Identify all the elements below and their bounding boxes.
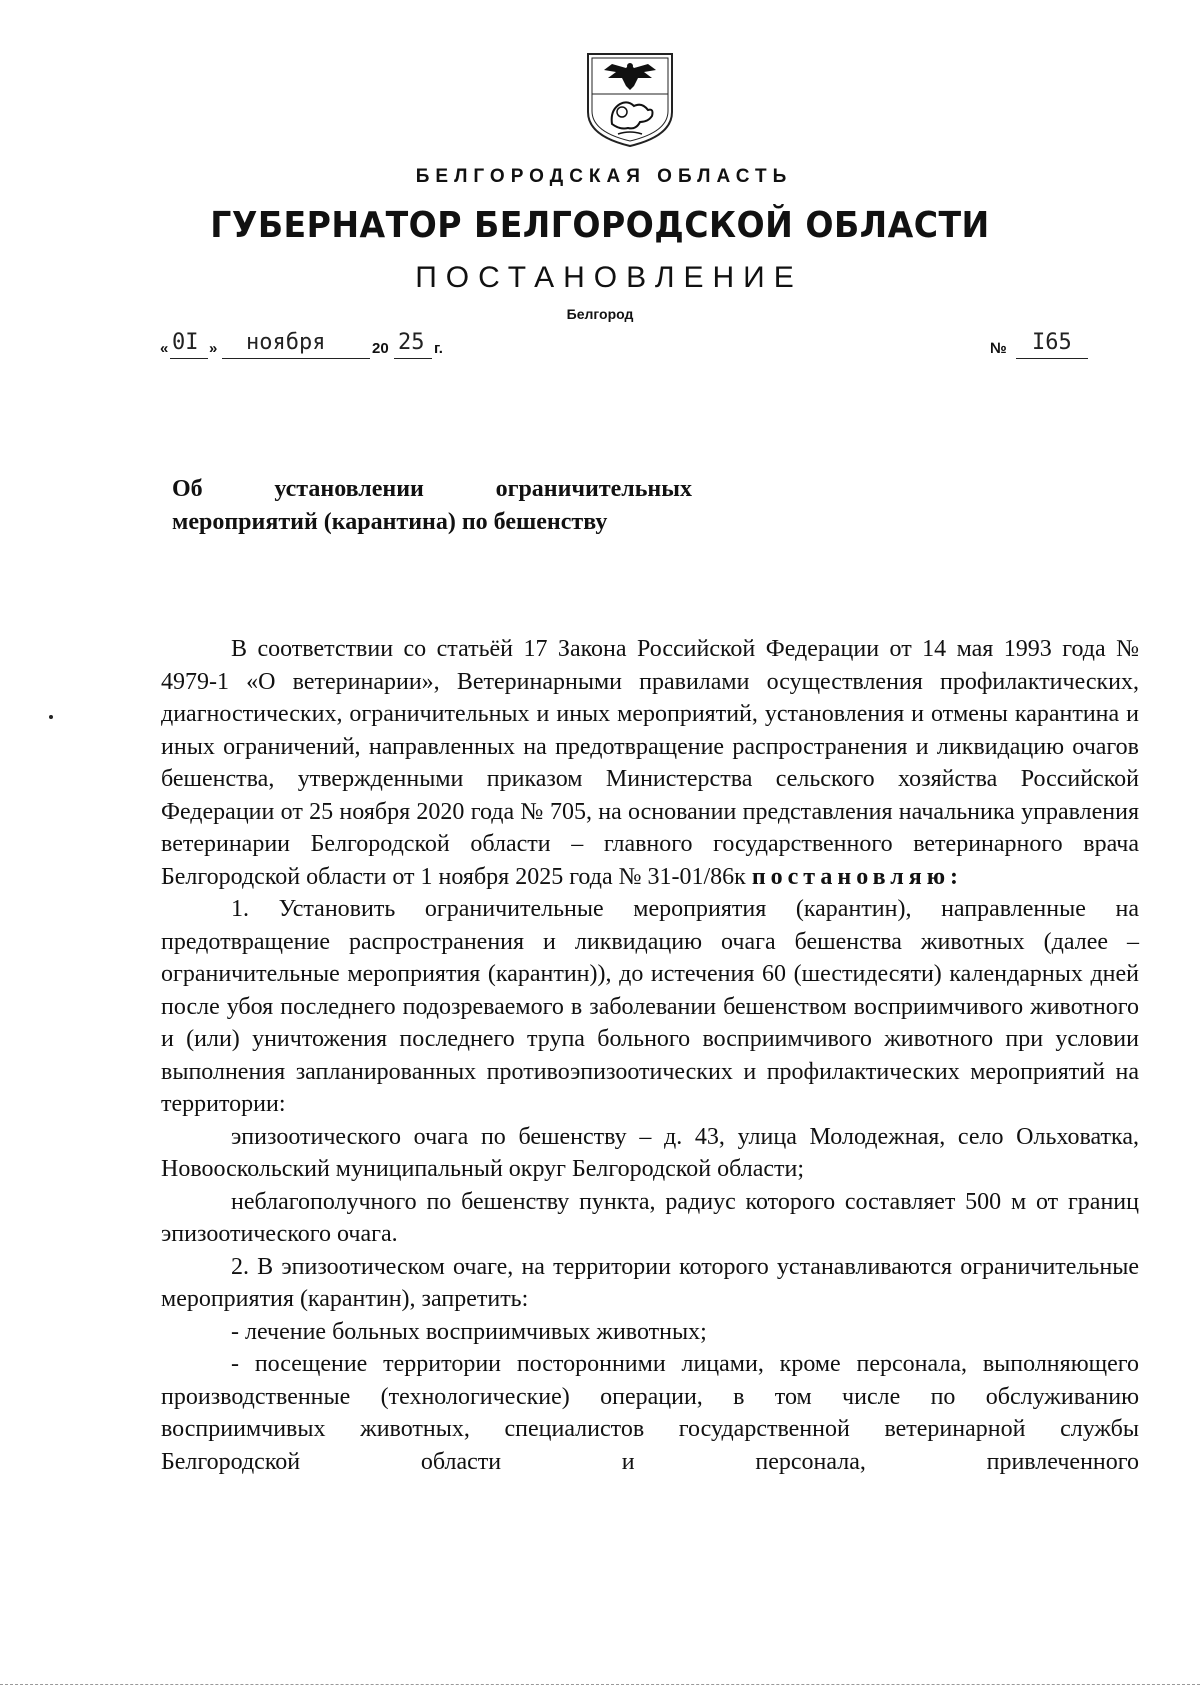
number-underline bbox=[1016, 358, 1088, 359]
date-close-quote: » bbox=[209, 340, 218, 357]
document-type: ПОСТАНОВЛЕНИЕ bbox=[415, 261, 803, 294]
subject-word: Об bbox=[172, 476, 203, 502]
subject-line-2: мероприятий (карантина) по бешенству bbox=[172, 509, 608, 535]
clause-1-item-area: неблагополучного по бешенству пункта, радиус которого составляет 500 м от границ эпизоотического очага. bbox=[161, 1188, 1139, 1247]
number-sign: № bbox=[990, 340, 1007, 357]
page-edge-rule bbox=[0, 1684, 1200, 1685]
document-subject bbox=[172, 473, 692, 539]
preamble-text: В соответствии со статьёй 17 Закона Российской Федерации от 14 мая 1993 года № 4979-1 «О ветеринарии», Ветеринарными правилами осуществления профилактических, диагностических, ограничительных и иных мероприятий, установления и отмены карантина и иных ограничений, направленных на предотвращение распространения и ликвидацию очагов бешенства, утвержденными приказом Министерства сельского хозяйства Российской Федерации от 25 ноября 2020 года № 705, на основании представления начальника управления ветеринарии Белгородской области – главного государственного ветеринарного врача Белгородской области от 1 ноября 2025 года № 31-01/86к bbox=[161, 636, 1139, 890]
date-open-quote: « bbox=[160, 340, 169, 357]
document-body bbox=[161, 633, 1139, 1478]
date-year: 25 bbox=[398, 330, 425, 355]
scan-mark bbox=[49, 715, 53, 719]
clause-2: 2. В эпизоотическом очаге, на территории которого устанавливаются ограничительные мероприятия (карантин), запретить: bbox=[161, 1253, 1139, 1312]
date-year-prefix: 20 bbox=[372, 340, 389, 357]
date-year-underline bbox=[394, 358, 432, 359]
date-day: 0I bbox=[172, 330, 199, 355]
city-name: Белгород bbox=[566, 306, 634, 322]
date-month: ноября bbox=[246, 330, 326, 355]
clause-2-item-treatment: - лечение больных восприимчивых животных; bbox=[231, 1318, 707, 1345]
date-month-underline bbox=[222, 358, 370, 359]
clause-1-item-focus: эпизоотического очага по бешенству – д. 43, улица Молодежная, село Ольховатка, Новооскольский муниципальный округ Белгородской области; bbox=[161, 1123, 1139, 1182]
clause-2-item-visits: - посещение территории посторонними лицами, кроме персонала, выполняющего производственные (технологические) операции, в том числе по обслуживанию восприимчивых животных, специалистов государственной ветеринарной службы Белгородской области и персонала, привлеченного bbox=[161, 1351, 1139, 1475]
number-value: I65 bbox=[1032, 330, 1072, 355]
subject-word: установлении bbox=[274, 476, 424, 502]
region-title: БЕЛГОРОДСКАЯ ОБЛАСТЬ bbox=[415, 166, 793, 187]
authority-title: ГУБЕРНАТОР БЕЛГОРОДСКОЙ ОБЛАСТИ bbox=[210, 205, 990, 246]
clause-1: 1. Установить ограничительные мероприятия (карантин), направленные на предотвращение распространения и ликвидацию очага бешенства животных (далее – ограничительные мероприятия (карантин)), до истечения 60 (шестидесяти) календарных дней после убоя последнего подозреваемого в заболевании бешенством восприимчивого животного и (или) уничтожения последнего трупа больного восприимчивого животного при условии выполнения запланированных противоэпизоотических и профилактических мероприятий на территории: bbox=[161, 896, 1139, 1117]
subject-word: ограничительных bbox=[495, 476, 692, 502]
date-year-mark: г. bbox=[434, 340, 443, 357]
resolve-word: постановляю: bbox=[751, 863, 964, 890]
preamble-paragraph bbox=[161, 633, 1139, 893]
coat-of-arms-emblem bbox=[582, 50, 678, 150]
date-day-underline bbox=[170, 358, 208, 359]
